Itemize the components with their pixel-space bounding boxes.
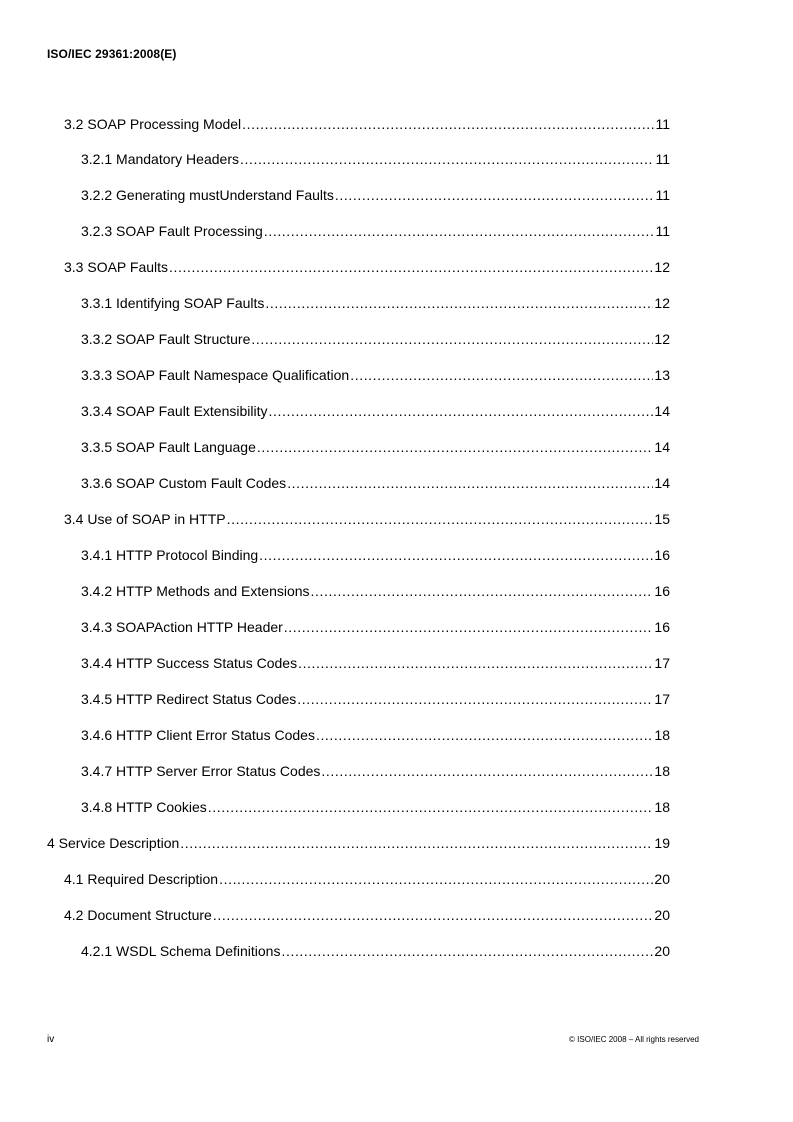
toc-entry[interactable] <box>81 438 670 456</box>
toc-dot-leader <box>208 798 654 816</box>
toc-entry-page: 18 <box>654 763 670 779</box>
toc-entry-page: 11 <box>655 187 670 203</box>
toc-dot-leader <box>287 474 653 492</box>
page-header-doc-id: ISO/IEC 29361:2008(E) <box>47 47 177 61</box>
toc-entry[interactable] <box>81 618 670 636</box>
toc-entry-page: 11 <box>655 151 670 167</box>
toc-entry-label: 4 Service Description <box>47 835 180 851</box>
toc-dot-leader <box>251 330 653 348</box>
toc-dot-leader <box>321 762 653 780</box>
toc-dot-leader <box>169 258 653 276</box>
toc-entry[interactable] <box>81 222 670 240</box>
toc-dot-leader <box>242 115 654 133</box>
toc-entry-label: 3.4.1 HTTP Protocol Binding <box>81 547 259 563</box>
toc-entry-page: 16 <box>654 583 670 599</box>
toc-dot-leader <box>259 546 653 564</box>
toc-dot-leader <box>335 186 655 204</box>
toc-dot-leader <box>240 150 654 168</box>
toc-dot-leader <box>297 690 653 708</box>
toc-entry-page: 12 <box>654 331 670 347</box>
toc-entry-page: 14 <box>654 475 670 491</box>
toc-entry[interactable] <box>64 870 670 888</box>
toc-entry[interactable] <box>81 798 670 816</box>
toc-entry-label: 4.2.1 WSDL Schema Definitions <box>81 943 281 959</box>
toc-dot-leader <box>227 510 654 528</box>
toc-entry-label: 3.4.3 SOAPAction HTTP Header <box>81 619 283 635</box>
toc-entry-label: 3.4 Use of SOAP in HTTP <box>64 511 226 527</box>
footer-copyright: © ISO/IEC 2008 – All rights reserved <box>569 1035 699 1044</box>
toc-entry-label: 3.3.4 SOAP Fault Extensibility <box>81 403 268 419</box>
toc-entry[interactable] <box>81 942 670 960</box>
toc-entry-page: 20 <box>654 907 670 923</box>
toc-entry[interactable] <box>81 546 670 564</box>
toc-dot-leader <box>265 294 653 312</box>
toc-dot-leader <box>316 726 653 744</box>
toc-entry-label: 3.4.7 HTTP Server Error Status Codes <box>81 763 321 779</box>
toc-dot-leader <box>350 366 653 384</box>
toc-entry[interactable] <box>81 690 670 708</box>
toc-entry-label: 3.2.1 Mandatory Headers <box>81 151 239 167</box>
toc-entry-label: 4.1 Required Description <box>64 871 219 887</box>
toc-entry[interactable] <box>64 906 670 924</box>
toc-entry-label: 3.4.2 HTTP Methods and Extensions <box>81 583 310 599</box>
toc-entry[interactable] <box>64 510 670 528</box>
toc-entry-page: 16 <box>654 619 670 635</box>
toc-entry-label: 3.3.3 SOAP Fault Namespace Qualification <box>81 367 350 383</box>
toc-entry[interactable] <box>81 366 670 384</box>
toc-entry[interactable] <box>81 474 670 492</box>
toc-entry[interactable] <box>81 762 670 780</box>
toc-dot-leader <box>311 582 654 600</box>
toc-dot-leader <box>180 834 653 852</box>
toc-entry-label: 3.2.3 SOAP Fault Processing <box>81 223 263 239</box>
toc-entry-label: 3.4.5 HTTP Redirect Status Codes <box>81 691 297 707</box>
toc-entry-page: 14 <box>654 439 670 455</box>
toc-dot-leader <box>298 654 653 672</box>
toc-entry[interactable] <box>81 294 670 312</box>
toc-entry-page: 15 <box>654 511 670 527</box>
toc-entry[interactable] <box>47 834 670 852</box>
toc-entry-page: 18 <box>654 727 670 743</box>
toc-entry-label: 3.3.6 SOAP Custom Fault Codes <box>81 475 287 491</box>
toc-dot-leader <box>257 438 654 456</box>
toc-dot-leader <box>219 870 653 888</box>
toc-entry-label: 3.2 SOAP Processing Model <box>64 116 242 132</box>
toc-entry-page: 11 <box>655 223 670 239</box>
toc-dot-leader <box>281 942 653 960</box>
toc-entry-page: 16 <box>654 547 670 563</box>
toc-entry-page: 17 <box>654 691 670 707</box>
toc-entry-page: 13 <box>654 367 670 383</box>
toc-entry-label: 3.3.2 SOAP Fault Structure <box>81 331 251 347</box>
toc-dot-leader <box>284 618 654 636</box>
toc-entry-page: 20 <box>654 871 670 887</box>
toc-entry-label: 3.3 SOAP Faults <box>64 259 169 275</box>
toc-entry[interactable] <box>64 115 670 133</box>
toc-entry-label: 3.4.8 HTTP Cookies <box>81 799 207 815</box>
toc-entry-page: 19 <box>654 835 670 851</box>
toc-entry[interactable] <box>81 402 670 420</box>
toc-entry-page: 14 <box>654 403 670 419</box>
toc-entry-label: 3.3.5 SOAP Fault Language <box>81 439 256 455</box>
toc-entry-label: 4.2 Document Structure <box>64 907 212 923</box>
toc-dot-leader <box>269 402 654 420</box>
toc-entry[interactable] <box>81 330 670 348</box>
toc-entry-label: 3.3.1 Identifying SOAP Faults <box>81 295 265 311</box>
toc-entry[interactable] <box>81 150 670 168</box>
toc-entry-label: 3.4.6 HTTP Client Error Status Codes <box>81 727 315 743</box>
toc-entry-page: 17 <box>654 655 670 671</box>
toc-entry-page: 12 <box>654 259 670 275</box>
toc-entry[interactable] <box>64 258 670 276</box>
toc-entry-page: 12 <box>654 295 670 311</box>
toc-entry-page: 18 <box>654 799 670 815</box>
footer-page-number: iv <box>47 1034 55 1045</box>
toc-dot-leader <box>264 222 655 240</box>
toc-entry-page: 20 <box>654 943 670 959</box>
toc-entry-label: 3.4.4 HTTP Success Status Codes <box>81 655 298 671</box>
toc-entry[interactable] <box>81 726 670 744</box>
toc-entry[interactable] <box>81 654 670 672</box>
toc-entry[interactable] <box>81 582 670 600</box>
toc-entry[interactable] <box>81 186 670 204</box>
toc-entry-page: 11 <box>655 116 670 132</box>
toc-entry-label: 3.2.2 Generating mustUnderstand Faults <box>81 187 334 203</box>
toc-dot-leader <box>213 906 654 924</box>
